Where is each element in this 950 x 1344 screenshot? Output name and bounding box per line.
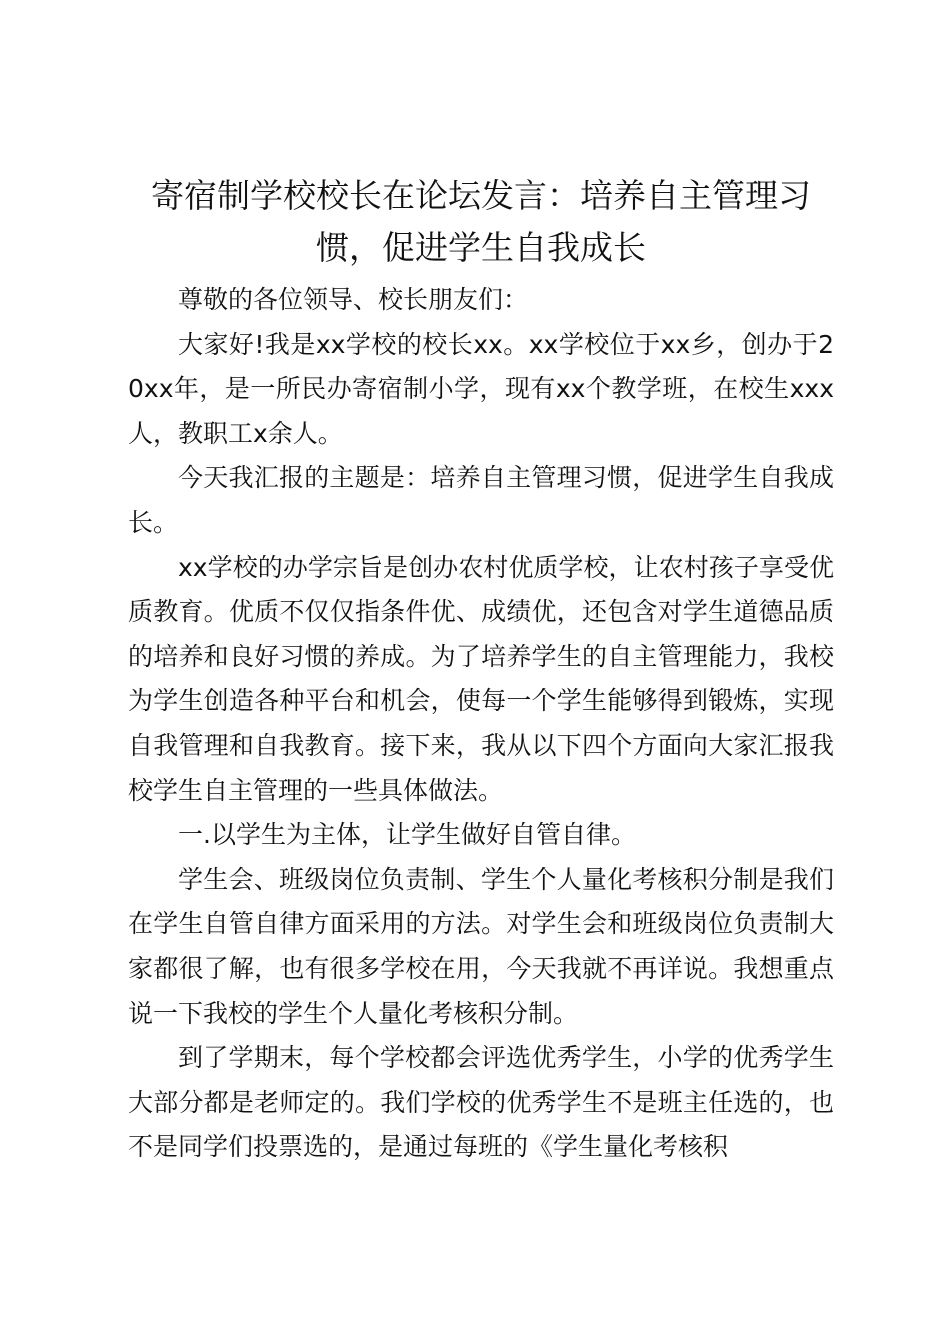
intro-paragraph: 大家好!我是xx学校的校长xx。xx学校位于xx乡，创办于20xx年，是一所民办寄宿制小学，现有xx个教学班，在校生xxx人，教职工x余人。	[128, 329, 834, 448]
evaluation-paragraph: 到了学期末，每个学校都会评选优秀学生，小学的优秀学生大部分都是老师定的。我们学校的优秀学生不是班主任选的，也不是同学们投票选的，是通过每班的《学生量化考核积	[128, 1043, 834, 1162]
salutation-paragraph: 尊敬的各位领导、校长朋友们：	[178, 285, 529, 314]
method-paragraph: 学生会、班级岗位负责制、学生个人量化考核积分制是我们在学生自管自律方面采用的方法。对学生会和班级岗位负责制大家都很了解，也有很多学校在用，今天我就不再详说。我想重点说一下我校的学生个人量化考核积分制。	[128, 864, 834, 1028]
section-heading-1: 一.以学生为主体，让学生做好自管自律。	[178, 820, 636, 850]
document-title: 寄宿制学校校长在论坛发言：培养自主管理习惯，促进学生自我成长	[151, 176, 811, 267]
mission-paragraph: xx学校的办学宗旨是创办农村优质学校，让农村孩子享受优质教育。优质不仅仅指条件优、成绩优，还包含对学生道德品质的培养和良好习惯的养成。为了培养学生的自主管理能力，我校为学生创造各种平台和机会，使每一个学生能够得到锻炼，实现自我管理和自我教育。接下来，我从以下四个方面向大家汇报我校学生自主管理的一些具体做法。	[128, 552, 834, 805]
theme-paragraph: 今天我汇报的主题是：培养自主管理习惯，促进学生自我成长。	[128, 463, 834, 537]
document-body	[128, 170, 834, 1170]
